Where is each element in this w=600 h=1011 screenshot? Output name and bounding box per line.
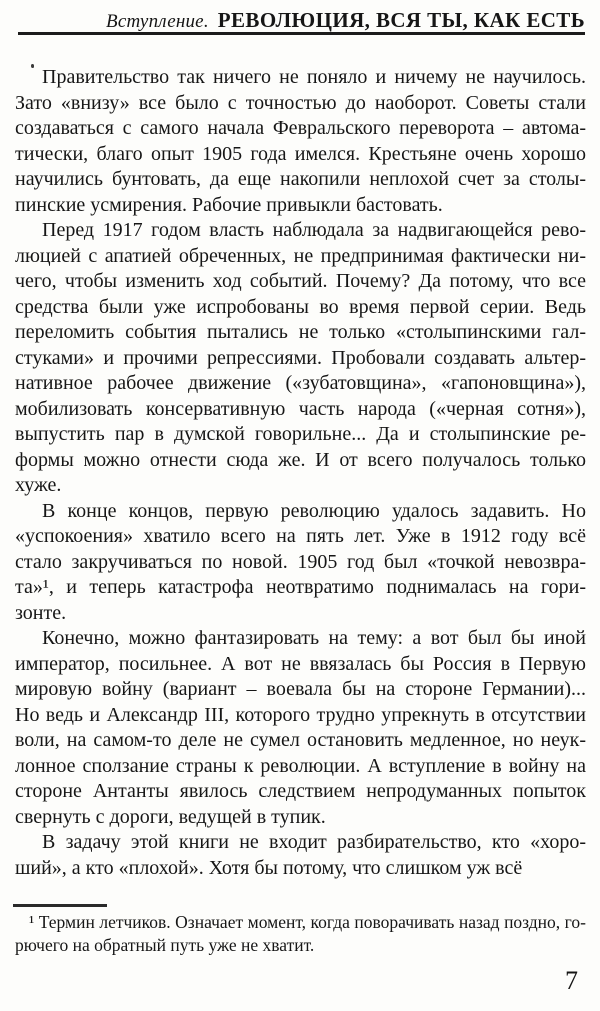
paragraph (15, 65, 586, 218)
body-text (15, 65, 586, 881)
text-line: В задачу этой книги не входит разбирательство, кто «хоро- (42, 831, 586, 853)
text-line: хуже. (15, 474, 62, 496)
paragraph (15, 499, 586, 627)
text-line: Но ведь и Александр III, которого трудно упрекнуть в отсутствии (15, 703, 586, 726)
paragraph (15, 911, 586, 956)
text-line: выпустить пар в думской говорильне... Да и столыпинские ре- (15, 423, 586, 445)
text-line: зонте. (15, 601, 67, 624)
paragraph (15, 218, 586, 499)
text-line: стороне Антанты явилось следствием непродуманных попыток (15, 780, 586, 802)
text-line: ший», а кто «плохой». Хотя бы потому, что слишком уж всё (15, 856, 523, 879)
text-line: средства были уже испробованы во время первой серии. Ведь (15, 295, 586, 318)
text-line: В конце концов, первую революцию удалось задавить. Но (42, 499, 586, 522)
text-line: тически, благо опыт 1905 года имелся. Крестьяне очень хорошо (15, 142, 586, 165)
text-line: Перед 1917 годом власть наблюдала за надвигающейся рево- (42, 219, 586, 241)
text-line: формы можно отнести сюда же. И от всего получалось только (15, 448, 586, 471)
text-line: мировую войну (вариант – воевала бы на стороне Германии)... (15, 678, 586, 700)
running-head (15, 8, 585, 33)
text-line: стуками» и прочими репрессиями. Пробовали создавать альтер- (15, 346, 586, 369)
chapter-label: Вступление. (106, 11, 209, 32)
text-line: стало закручиваться по новой. 1905 год был «точкой невозвра- (15, 550, 586, 573)
text-line: чего, чтобы изменить ход событий. Почему? Да потому, что все (15, 270, 586, 292)
text-line: свернуть с дороги, ведущей в тупик. (15, 805, 326, 828)
text-line: Конечно, можно фантазировать на тему: а вот был бы иной (42, 627, 586, 649)
text-line: научились бунтовать, да еще накопили неплохой счет за столы- (15, 168, 586, 190)
text-line: Правительство так ничего не поняло и ничему не научилось. (42, 66, 586, 88)
text-line: та»¹, и теперь катастрофа неотвратимо поднималась на гори- (15, 576, 586, 598)
text-line: лонное сползание страны к революции. А вступление в войну на (15, 754, 586, 777)
footnote-rule (13, 904, 107, 907)
text-line: создаваться с самого начала Февральского переворота – автома- (15, 117, 586, 139)
text-line: император, посильнее. А вот не ввязалась бы Россия в Первую (15, 652, 586, 675)
page-number: 7 (565, 966, 578, 995)
text-line: ¹ Термин летчиков. Означает момент, когда поворачивать назад поздно, го- (29, 912, 586, 932)
text-line: пинские усмирения. Рабочие привыкли бастовать. (15, 193, 443, 216)
paragraph (15, 830, 586, 881)
paragraph (15, 626, 586, 830)
footnote (15, 911, 586, 956)
text-line: мобилизовать консервативную часть народа («черная сотня»), (15, 397, 586, 420)
text-line: нативное рабочее движение («зубатовщина», «гапоновщина»), (15, 372, 586, 394)
text-line: воли, на самом-то деле не сумел остановить медленное, но неук- (15, 729, 586, 751)
header-rule (18, 32, 585, 35)
chapter-title: РЕВОЛЮЦИЯ, ВСЯ ТЫ, КАК ЕСТЬ (217, 8, 585, 32)
text-line: «успокоения» хватило всего на пять лет. Уже в 1912 году всё (15, 525, 586, 547)
text-line: переломить события пытались не только «столыпинскими гал- (15, 321, 586, 343)
text-line: Зато «внизу» все было с точностью до наоборот. Советы стали (15, 91, 586, 114)
text-line: рючего на обратный путь уже не хватит. (15, 934, 315, 955)
text-line: люцией с апатией обреченных, не предпринимая фактически ни- (15, 244, 586, 267)
